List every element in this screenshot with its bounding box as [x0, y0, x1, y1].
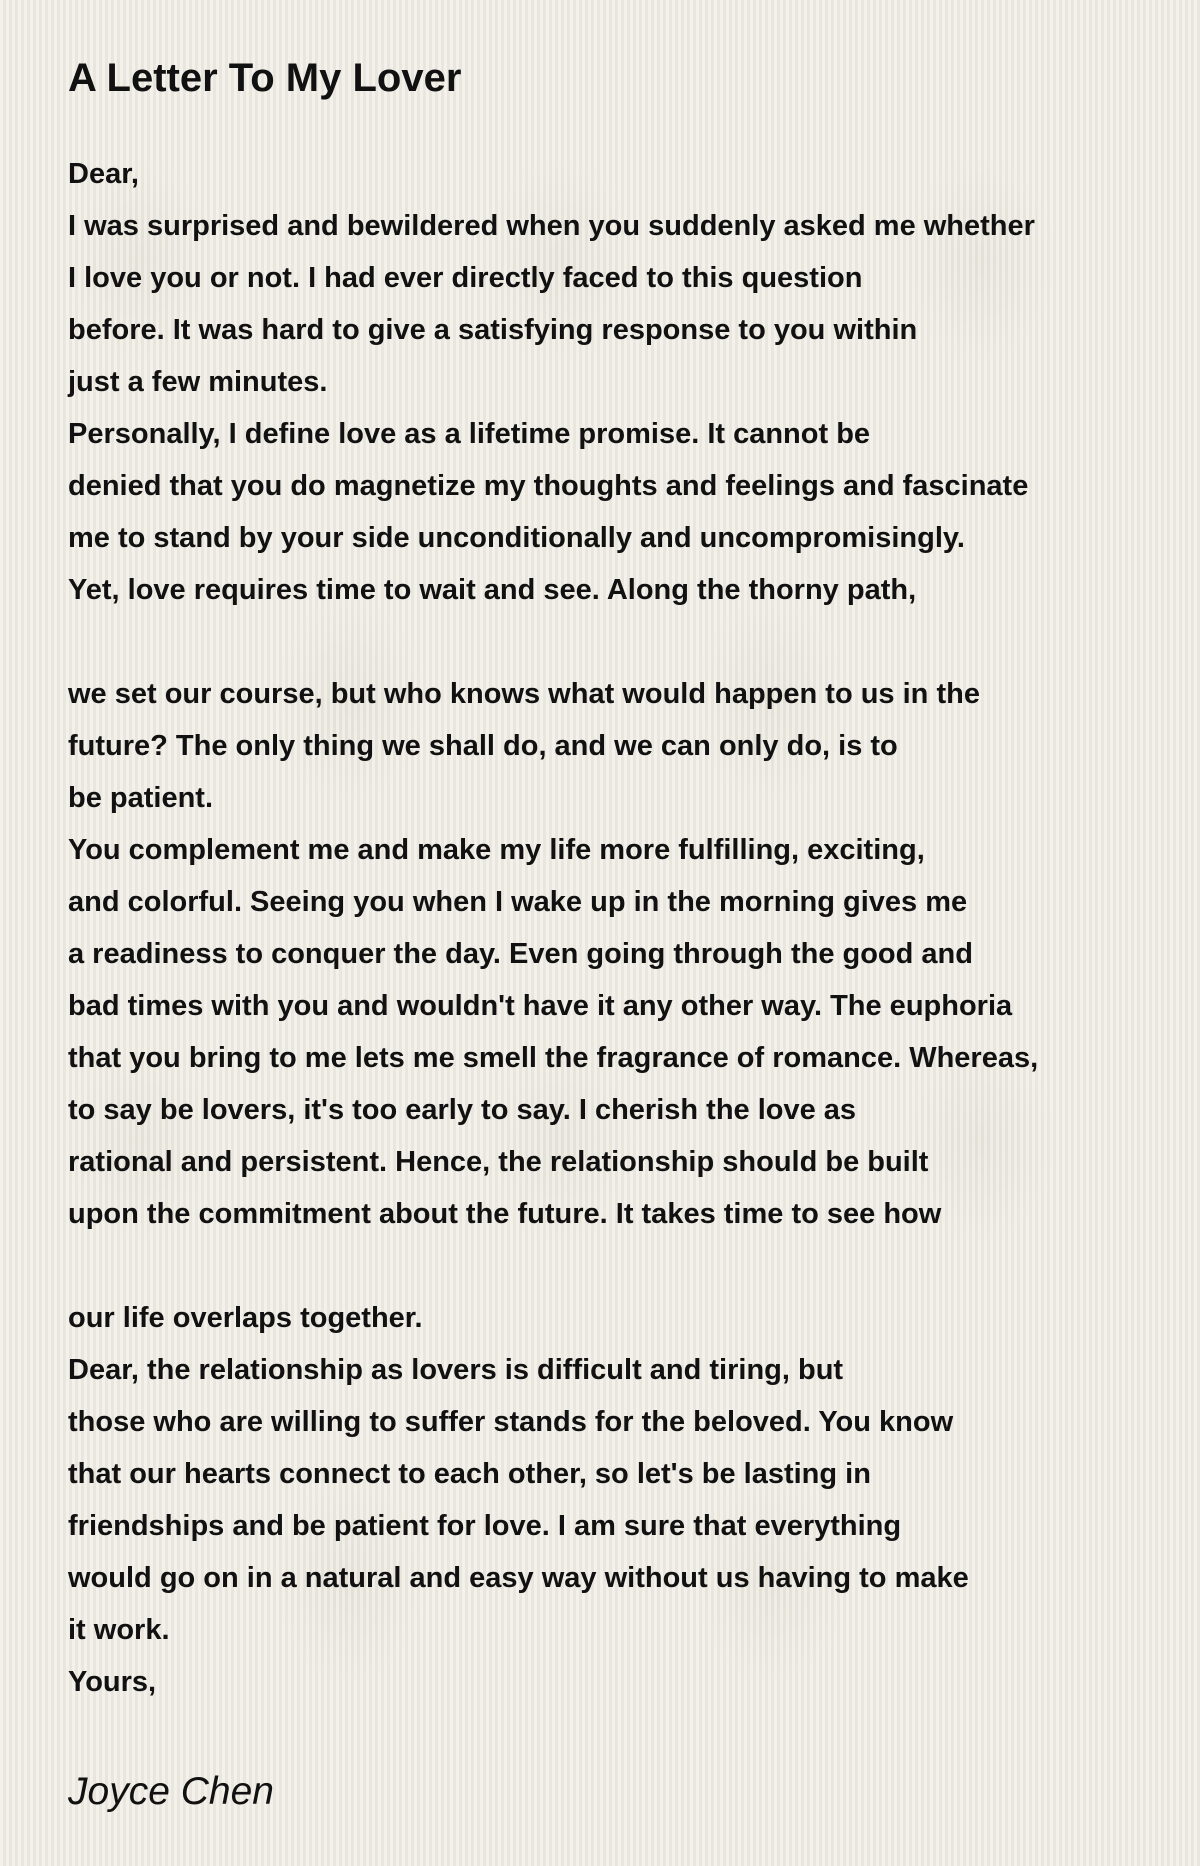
poem-line: denied that you do magnetize my thoughts and feelings and fascinate — [68, 470, 1029, 502]
poem-line: that our hearts connect to each other, so let's be lasting in — [68, 1458, 871, 1490]
poem-line: Personally, I define love as a lifetime promise. It cannot be — [68, 418, 871, 450]
poem-body — [68, 148, 1038, 1708]
poem-line: we set our course, but who knows what would happen to us in the — [68, 678, 980, 710]
poem-line: our life overlaps together. — [68, 1302, 423, 1334]
poem-line: just a few minutes. — [68, 366, 328, 398]
poem-line: be patient. — [68, 782, 214, 814]
poem-line: before. It was hard to give a satisfying response to you within — [68, 314, 918, 346]
poem-line: bad times with you and wouldn't have it any other way. The euphoria — [68, 990, 1013, 1022]
poem-line: Dear, — [68, 158, 139, 190]
poem-line: a readiness to conquer the day. Even going through the good and — [68, 938, 973, 970]
poem-line: would go on in a natural and easy way without us having to make — [68, 1562, 969, 1594]
poem-title: A Letter To My Lover — [68, 56, 462, 100]
poem-line: upon the commitment about the future. It takes time to see how — [68, 1198, 942, 1230]
poem-line: rational and persistent. Hence, the relationship should be built — [68, 1146, 929, 1178]
poem-line: Dear, the relationship as lovers is difficult and tiring, but — [68, 1354, 844, 1386]
poem-line: that you bring to me lets me smell the fragrance of romance. Whereas, — [68, 1042, 1039, 1074]
poem-line: future? The only thing we shall do, and we can only do, is to — [68, 730, 898, 762]
poem-line: and colorful. Seeing you when I wake up in the morning gives me — [68, 886, 968, 918]
poem-author: Joyce Chen — [68, 1770, 274, 1813]
poem-line: I love you or not. I had ever directly faced to this question — [68, 262, 863, 294]
poem-line: to say be lovers, it's too early to say. I cherish the love as — [68, 1094, 857, 1126]
poem-line: Yet, love requires time to wait and see. Along the thorny path, — [68, 574, 917, 606]
poem-line: Yours, — [68, 1666, 157, 1698]
poem-line: those who are willing to suffer stands for the beloved. You know — [68, 1406, 954, 1438]
poem-line: friendships and be patient for love. I am sure that everything — [68, 1510, 902, 1542]
poem-line: I was surprised and bewildered when you suddenly asked me whether — [68, 210, 1035, 242]
stanza-break — [68, 1240, 1038, 1292]
stanza-break — [68, 616, 1038, 668]
poem-line: me to stand by your side unconditionally and uncompromisingly. — [68, 522, 965, 554]
poem-line: You complement me and make my life more fulfilling, exciting, — [68, 834, 925, 866]
poem-line: it work. — [68, 1614, 170, 1646]
